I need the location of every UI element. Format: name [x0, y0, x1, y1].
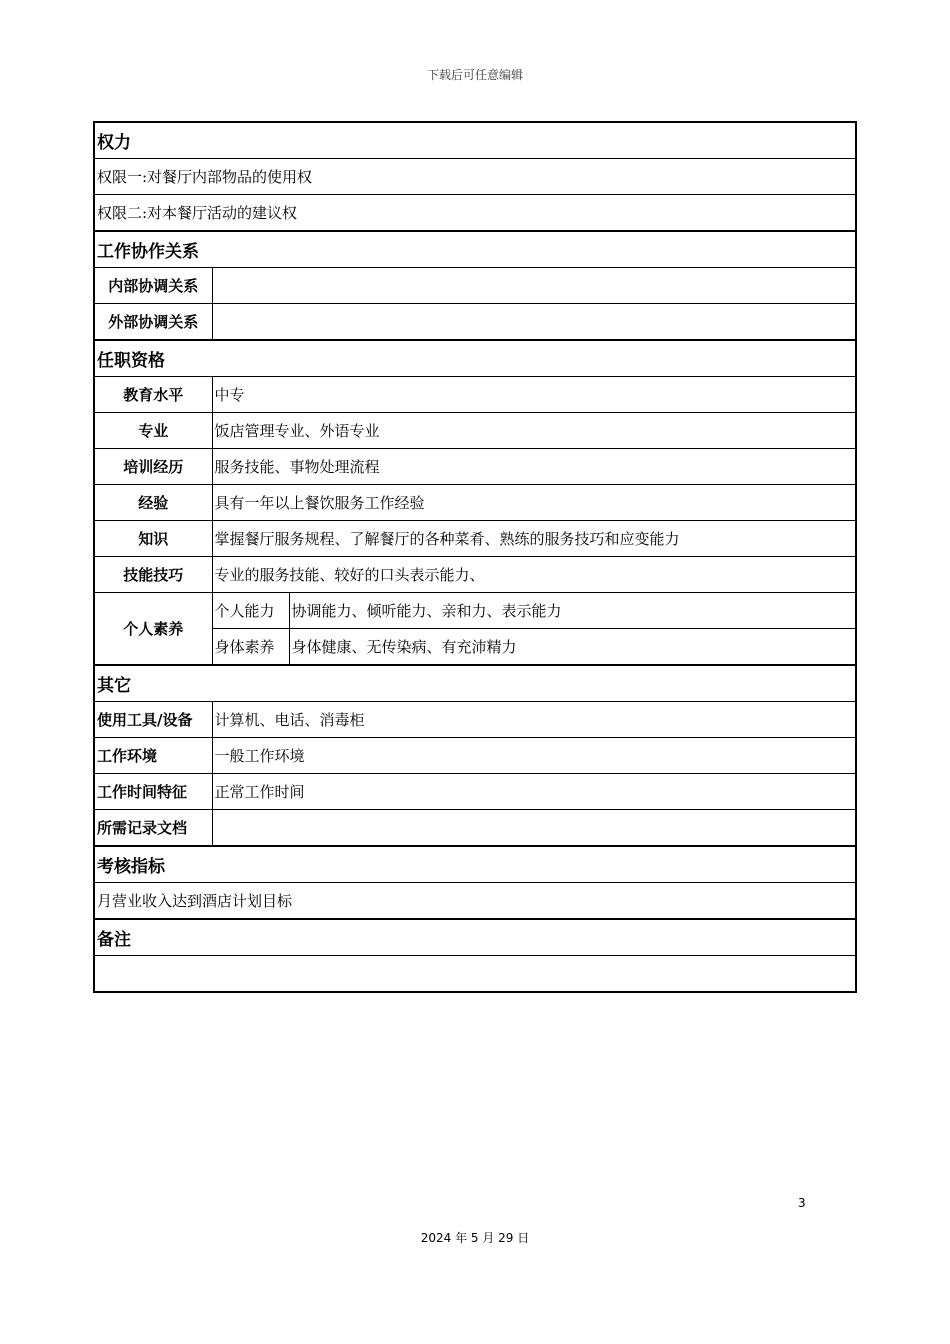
cooperation-row-internal [94, 268, 856, 304]
section-qualification [94, 340, 856, 377]
personal-quality-row [94, 593, 856, 629]
physical-quality-value: 身体健康、无传染病、有充沛精力 [289, 629, 856, 666]
education-label: 教育水平 [94, 377, 212, 413]
assessment-row [94, 883, 856, 920]
section-remarks [94, 919, 856, 956]
job-description-table [93, 121, 857, 993]
authority-row [94, 159, 856, 195]
section-cooperation [94, 231, 856, 268]
assessment-value: 月营业收入达到酒店计划目标 [94, 883, 856, 920]
training-value: 服务技能、事物处理流程 [212, 449, 856, 485]
personal-ability-label: 个人能力 [212, 593, 289, 629]
major-label: 专业 [94, 413, 212, 449]
other-row [94, 702, 856, 738]
personal-ability-value: 协调能力、倾听能力、亲和力、表示能力 [289, 593, 856, 629]
qualification-row [94, 377, 856, 413]
internal-coordination-value [212, 268, 856, 304]
external-coordination-label: 外部协调关系 [94, 304, 212, 341]
skills-value: 专业的服务技能、较好的口头表示能力、 [212, 557, 856, 593]
tools-label: 使用工具/设备 [94, 702, 212, 738]
external-coordination-value [212, 304, 856, 341]
section-assessment [94, 846, 856, 883]
other-row [94, 810, 856, 847]
qualification-row [94, 521, 856, 557]
qualification-row [94, 485, 856, 521]
remarks-value [94, 956, 856, 993]
records-label: 所需记录文档 [94, 810, 212, 847]
major-value: 饭店管理专业、外语专业 [212, 413, 856, 449]
internal-coordination-label: 内部协调关系 [94, 268, 212, 304]
section-title-assessment: 考核指标 [94, 846, 856, 883]
authority-item-1: 权限一:对餐厅内部物品的使用权 [94, 159, 856, 195]
education-value: 中专 [212, 377, 856, 413]
section-other [94, 665, 856, 702]
section-title-other: 其它 [94, 665, 856, 702]
experience-value: 具有一年以上餐饮服务工作经验 [212, 485, 856, 521]
qualification-row [94, 413, 856, 449]
section-title-remarks: 备注 [94, 919, 856, 956]
knowledge-value: 掌握餐厅服务规程、了解餐厅的各种菜肴、熟练的服务技巧和应变能力 [212, 521, 856, 557]
cooperation-row-external [94, 304, 856, 341]
work-environment-value: 一般工作环境 [212, 738, 856, 774]
knowledge-label: 知识 [94, 521, 212, 557]
work-time-value: 正常工作时间 [212, 774, 856, 810]
training-label: 培训经历 [94, 449, 212, 485]
authority-item-2: 权限二:对本餐厅活动的建议权 [94, 195, 856, 232]
footer-date: 2024 年 5 月 29 日 [420, 1231, 530, 1245]
section-authority [94, 122, 856, 159]
skills-label: 技能技巧 [94, 557, 212, 593]
work-time-label: 工作时间特征 [94, 774, 212, 810]
work-environment-label: 工作环境 [94, 738, 212, 774]
section-title-qualification: 任职资格 [94, 340, 856, 377]
physical-quality-label: 身体素养 [212, 629, 289, 666]
qualification-row [94, 557, 856, 593]
authority-row [94, 195, 856, 232]
page-number: 3 [798, 1196, 806, 1210]
qualification-row [94, 449, 856, 485]
header-note: 下载后可任意编辑 [426, 68, 523, 82]
personal-quality-label: 个人素养 [94, 593, 212, 666]
section-title-authority: 权力 [94, 122, 856, 159]
tools-value: 计算机、电话、消毒柜 [212, 702, 856, 738]
records-value [212, 810, 856, 847]
experience-label: 经验 [94, 485, 212, 521]
other-row [94, 738, 856, 774]
remarks-row [94, 956, 856, 993]
other-row [94, 774, 856, 810]
section-title-cooperation: 工作协作关系 [94, 231, 856, 268]
